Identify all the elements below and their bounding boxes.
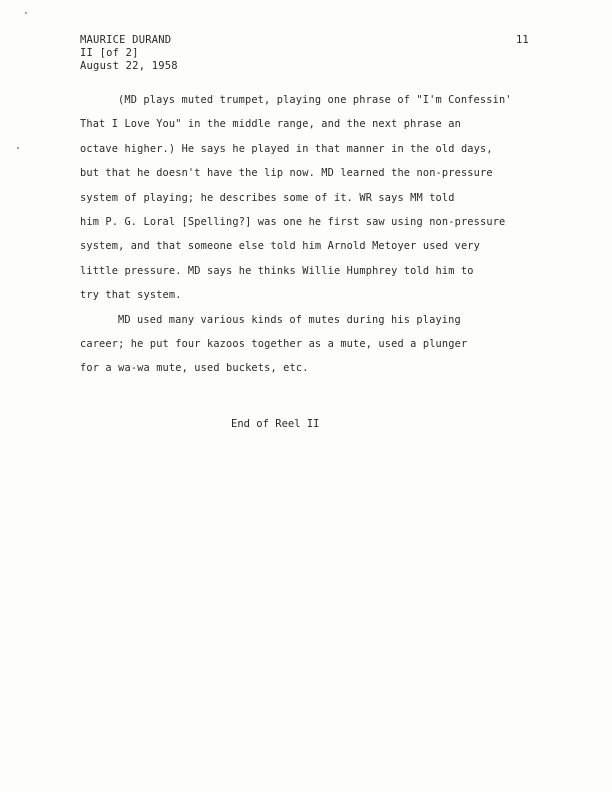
interviewee-name: MAURICE DURAND [80, 34, 172, 46]
interview-date: August 22, 1958 [80, 60, 178, 72]
reel-label: II [of 2] [80, 47, 139, 59]
transcript-body [80, 88, 570, 381]
text-line: but that he doesn't have the lip now. MD learned the non-pressure [80, 167, 493, 180]
text-line: octave higher.) He says he played in that manner in the old days, [80, 142, 493, 155]
text-line: MD used many various kinds of mutes during his playing [118, 313, 461, 326]
end-of-reel-note: End of Reel II [231, 418, 320, 430]
scan-speck-top-left [25, 12, 27, 14]
text-line: him P. G. Loral [Spelling?] was one he first saw using non-pressure [80, 215, 506, 228]
text-line: (MD plays muted trumpet, playing one phrase of "I'm Confessin' [118, 94, 512, 106]
text-line: That I Love You" in the middle range, and the next phrase an [80, 118, 461, 131]
page-number: 11 [516, 34, 529, 46]
text-line: little pressure. MD says he thinks Willie Humphrey told him to [80, 264, 474, 277]
text-line: system of playing; he describes some of it. WR says MM told [80, 191, 455, 204]
scan-speck-margin [17, 147, 19, 149]
paragraph-1 [80, 88, 570, 308]
text-line: for a wa-wa mute, used buckets, etc. [80, 362, 309, 375]
paragraph-2 [80, 308, 570, 381]
text-line: system, and that someone else told him Arnold Metoyer used very [80, 240, 481, 253]
text-line: career; he put four kazoos together as a mute, used a plunger [80, 337, 468, 350]
document-header [80, 34, 178, 73]
text-line: try that system. [80, 289, 182, 302]
